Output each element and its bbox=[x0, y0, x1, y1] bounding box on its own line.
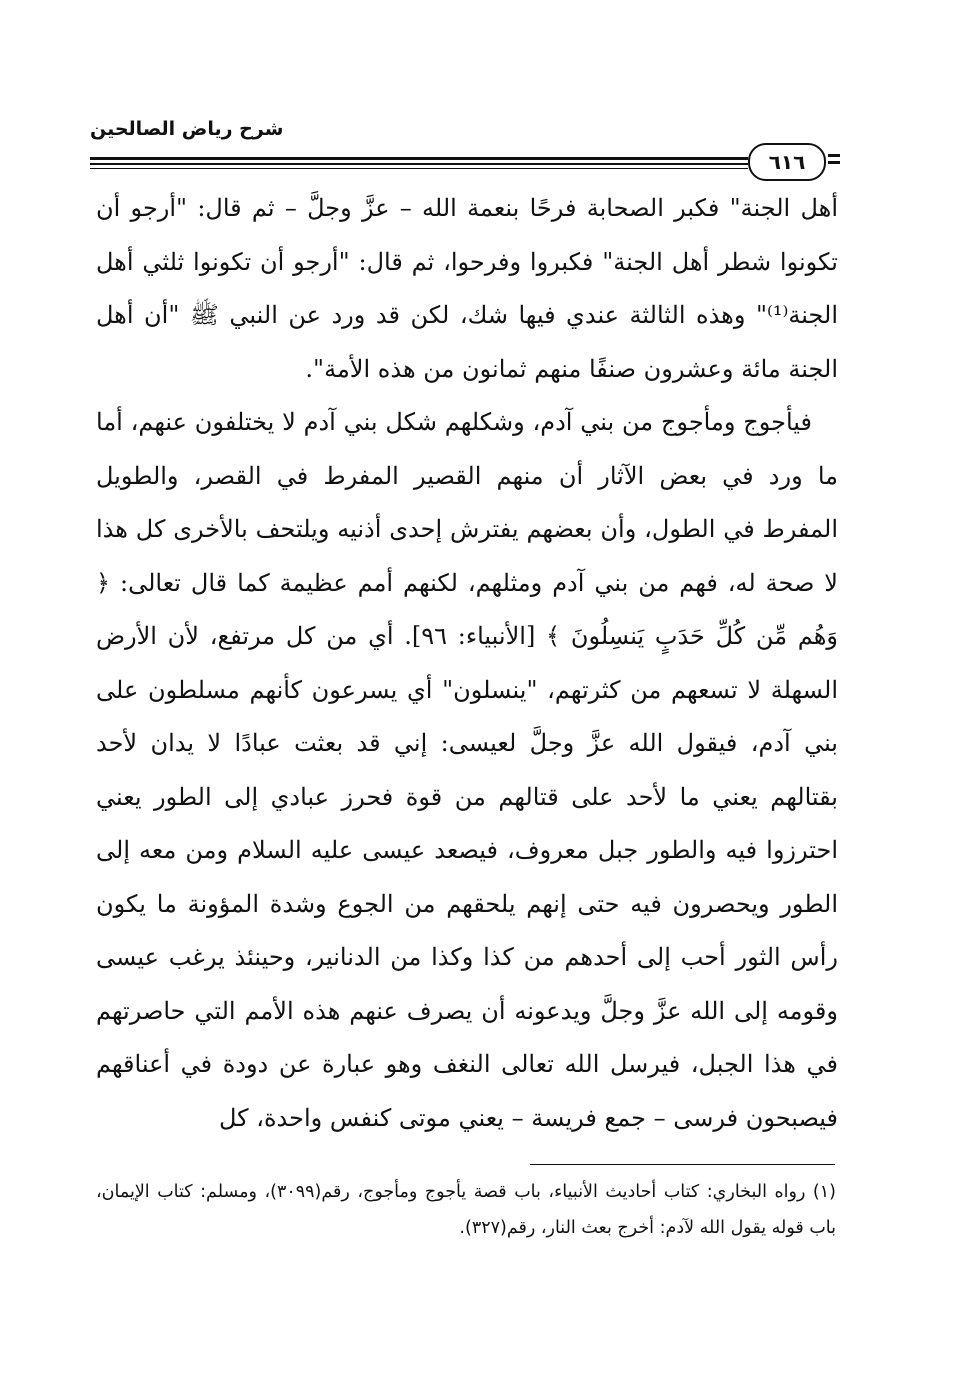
footnote-separator bbox=[530, 1164, 835, 1165]
page-number-ornament bbox=[828, 161, 840, 164]
header-rule-double bbox=[90, 163, 748, 165]
page-number-ornament bbox=[828, 154, 840, 157]
header-rule bbox=[90, 157, 748, 160]
footnotes bbox=[96, 1174, 836, 1246]
header-rule-thin bbox=[90, 168, 748, 169]
footnote-1: (١) رواه البخاري: كتاب أحاديث الأنبياء، باب قصة يأجوج ومأجوج، رقم(٣٠٩٩)، ومسلم: كتاب الإيمان، باب قوله يقول الله لآدم: أخرج بعث النار، رقم(٣٢٧). bbox=[96, 1182, 836, 1238]
main-text bbox=[96, 182, 838, 1145]
paragraph-1: أهل الجنة" فكبر الصحابة فرحًا بنعمة الله – عزَّ وجلَّ – ثم قال: "أرجو أن تكونوا شطر أهل الجنة" فكبروا وفرحوا، ثم قال: "أرجو أن تكونوا ثلثي أهل الجنة⁽¹⁾" وهذه الثالثة عندي فيها شك، لكن قد ورد عن النبي ﷺ "أن أهل الجنة مائة وعشرون صنفًا منهم ثمانون من هذه الأمة". bbox=[96, 194, 838, 383]
running-header-title: شرح رياض الصالحين bbox=[90, 118, 284, 140]
page-number: ٦١٦ bbox=[748, 143, 826, 181]
paragraph-2: فيأجوج ومأجوج من بني آدم، وشكلهم شكل بني آدم لا يختلفون عنهم، أما ما ورد في بعض الآثار أن منهم القصير المفرط في القصر، والطويل المفرط في الطول، وأن بعضهم يفترش إحدى أذنيه ويلتحف بالأخرى كل هذا لا صحة له، فهم من بني آدم ومثلهم، لكنهم أمم عظيمة كما قال تعالى: ﴿ وَهُم مِّن كُلِّ حَدَبٍ يَنسِلُونَ ﴾ [الأنبياء: ٩٦]. أي من كل مرتفع، لأن الأرض السهلة لا تسعهم من كثرتهم، "ينسلون" أي يسرعون كأنهم مسلطون على بني آدم، فيقول الله عزَّ وجلَّ لعيسى: إني قد بعثت عبادًا لا يدان لأحد بقتالهم يعني ما لأحد على قتالهم من قوة فحرز عبادي إلى الطور يعني احترزوا فيه والطور جبل معروف، فيصعد عيسى عليه السلام ومن معه إلى الطور ويحصرون فيه حتى إنهم يلحقهم من الجوع وشدة المؤونة ما يكون رأس الثور أحب إلى أحدهم من كذا وكذا من الدنانير، وحينئذ يرغب عيسى وقومه إلى الله عزَّ وجلَّ ويدعونه أن يصرف عنهم هذه الأمم التي حاصرتهم في هذا الجبل، فيرسل الله تعالى النغف وهو عبارة عن دودة في أعناقهم فيصبحون فرسى – جمع فريسة – يعني موتى كنفس واحدة، كل bbox=[96, 408, 838, 1132]
